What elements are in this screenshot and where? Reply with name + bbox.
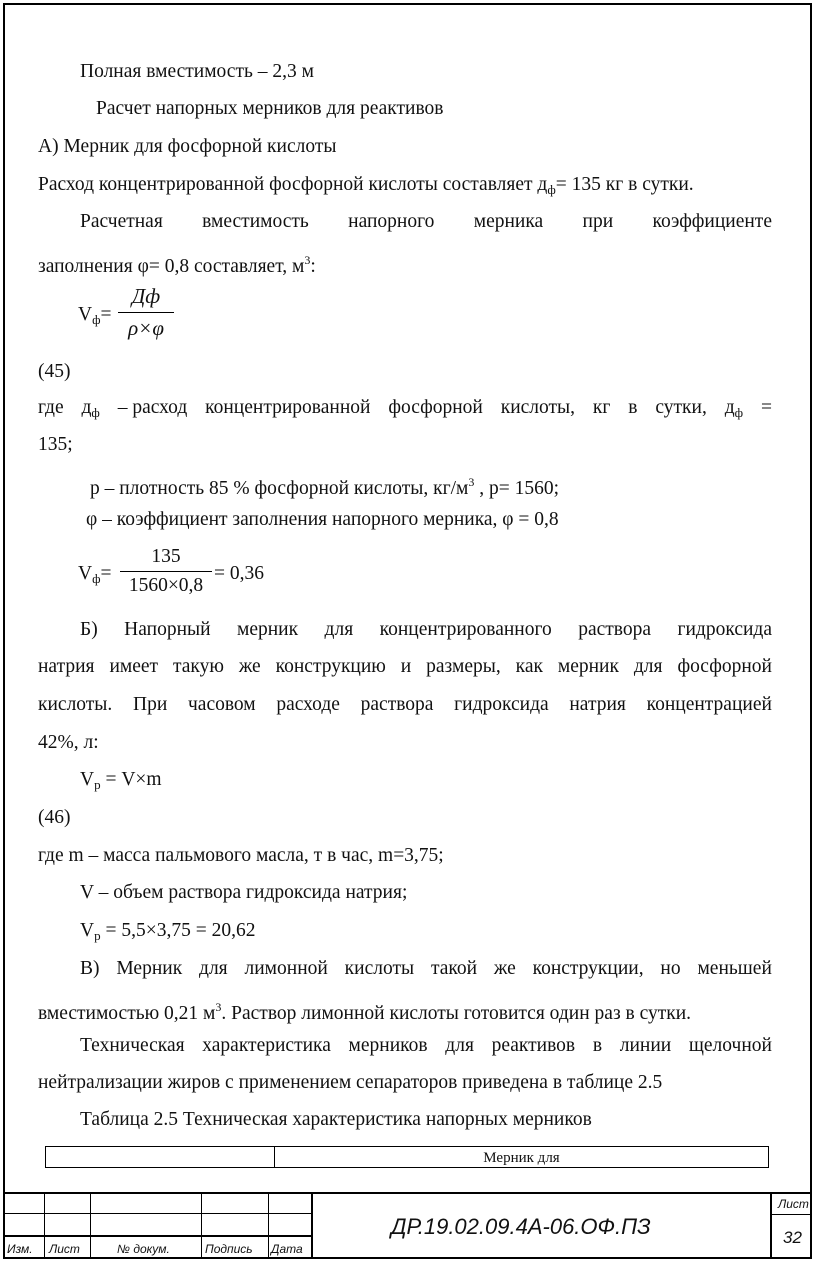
word: $д_ф$ <box>724 397 744 420</box>
stamp-data: Дата <box>271 1242 303 1256</box>
formula1-sub: ф <box>92 312 101 327</box>
word: напорного <box>348 211 435 232</box>
formula4: $V_р = 5,5\times 3,75 = 20,62$ <box>80 920 256 943</box>
consumption-text: Расход концентрированной фосфорной кислоты составляет д <box>38 174 548 195</box>
stamp-izm: Изм. <box>7 1242 33 1256</box>
word: кг <box>592 397 611 418</box>
word: = <box>760 397 772 418</box>
consumption-sub: ф <box>547 182 556 197</box>
word: коэффициенте <box>652 211 772 232</box>
formula2-numerator: 135 <box>120 546 212 572</box>
equation-number-46: (46) <box>38 807 71 828</box>
where-m-line: где m – масса пальмового масла, т в час, m=3,75; <box>38 845 444 866</box>
formula1-eq: = <box>100 304 112 325</box>
tech-char-line2: нейтрализации жиров с применением сепараторов приведена в таблице 2.5 <box>38 1072 663 1093</box>
paragraph-b-line1: Б) Напорный мерник для концентрированного раствора гидроксида <box>80 619 772 640</box>
formula1-lhs <box>78 303 112 332</box>
value-135-line: 135; <box>38 434 73 455</box>
formula2-result: = 0,36 <box>214 563 264 584</box>
stamp-list: Лист <box>49 1242 80 1256</box>
density-line <box>90 470 559 501</box>
formula2-sub: ф <box>92 571 101 586</box>
formula1-v: V <box>78 304 93 325</box>
word: концентрированной <box>205 397 371 418</box>
document-code: ДР.19.02.09.4А-06.ОФ.ПЗ <box>391 1214 651 1239</box>
where-line <box>38 396 772 425</box>
stamp-podpis: Подпись <box>205 1242 253 1256</box>
stamp-sheet-number: 32 <box>783 1228 802 1247</box>
calc-capacity-line <box>80 210 772 234</box>
word: при <box>582 211 614 232</box>
paragraph-b-line2: натрия имеет такую же конструкцию и размеры, как мерник для фосфорной <box>38 656 772 677</box>
word: сутки, <box>655 397 707 418</box>
stamp-sheet-label: Лист <box>778 1197 809 1211</box>
formula1-denominator: ρ×φ <box>128 316 164 340</box>
table-header-cell: Мерник для <box>483 1150 560 1166</box>
consumption-value: = 135 кг в сутки. <box>555 174 694 195</box>
paragraph-b-line4: 42%, л: <box>38 732 99 753</box>
formula2-denominator: 1560×0,8 <box>128 575 204 596</box>
fill-factor-colon: : <box>310 256 316 277</box>
word: где <box>38 397 64 418</box>
volume-line: V – объем раствора гидроксида натрия; <box>80 882 408 903</box>
formula1-fraction <box>118 284 174 341</box>
word: в <box>628 397 638 418</box>
formula2-v: V <box>78 563 93 584</box>
total-capacity-line: Полная вместимость – 2,3 м <box>80 61 314 82</box>
word: фосфорной <box>388 397 483 418</box>
density-text: p – плотность 85 % фосфорной кислоты, кг/м <box>90 478 469 499</box>
word: кислоты, <box>500 397 576 418</box>
formula2-fraction <box>120 546 212 597</box>
fill-factor-sup: 3 <box>304 253 311 267</box>
tech-char-line1: Техническая характеристика мерников для реактивов в линии щелочной <box>80 1035 772 1056</box>
formula1-numerator: Дф <box>118 284 174 313</box>
subsection-a-heading: А) Мерник для фосфорной кислоты <box>38 136 337 157</box>
table-header-row <box>45 1146 769 1168</box>
section-heading: Расчет напорных мерников для реактивов <box>96 98 444 119</box>
word: – расход <box>117 397 188 418</box>
consumption-line <box>38 173 694 202</box>
paragraph-c-line2: вместимостью 0,21 $м^3$. Раствор лимонной кислоты готовится один раз в сутки. <box>38 1000 692 1024</box>
table-caption: Таблица 2.5 Техническая характеристика напорных мерников <box>80 1109 592 1130</box>
stamp-dokum: № докум. <box>117 1242 170 1256</box>
paragraph-c-line1: В) Мерник для лимонной кислоты такой же конструкции, но меньшей <box>80 958 772 979</box>
word: мерника <box>473 211 544 232</box>
formula2-eq: = <box>100 563 112 584</box>
fill-factor-text: заполнения φ= 0,8 составляет, м <box>38 256 305 277</box>
word: Расчетная <box>80 211 163 232</box>
density-value: , p= 1560; <box>474 478 559 499</box>
word: $д_ф$ <box>81 397 100 420</box>
formula2-lhs <box>78 562 112 591</box>
word: вместимость <box>202 211 309 232</box>
formula3: $V_р = V\times m$ <box>80 769 162 792</box>
fill-coef-line: φ – коэффициент заполнения напорного мерника, φ = 0,8 <box>86 509 559 530</box>
equation-number-45: (45) <box>38 361 71 382</box>
title-block <box>3 1192 812 1259</box>
table-header-cell-empty <box>46 1147 275 1167</box>
density-sup: 3 <box>468 475 475 489</box>
paragraph-b-line3: кислоты. При часовом расходе раствора гидроксида натрия концентрацией <box>38 694 772 715</box>
fill-factor-line <box>38 248 316 279</box>
